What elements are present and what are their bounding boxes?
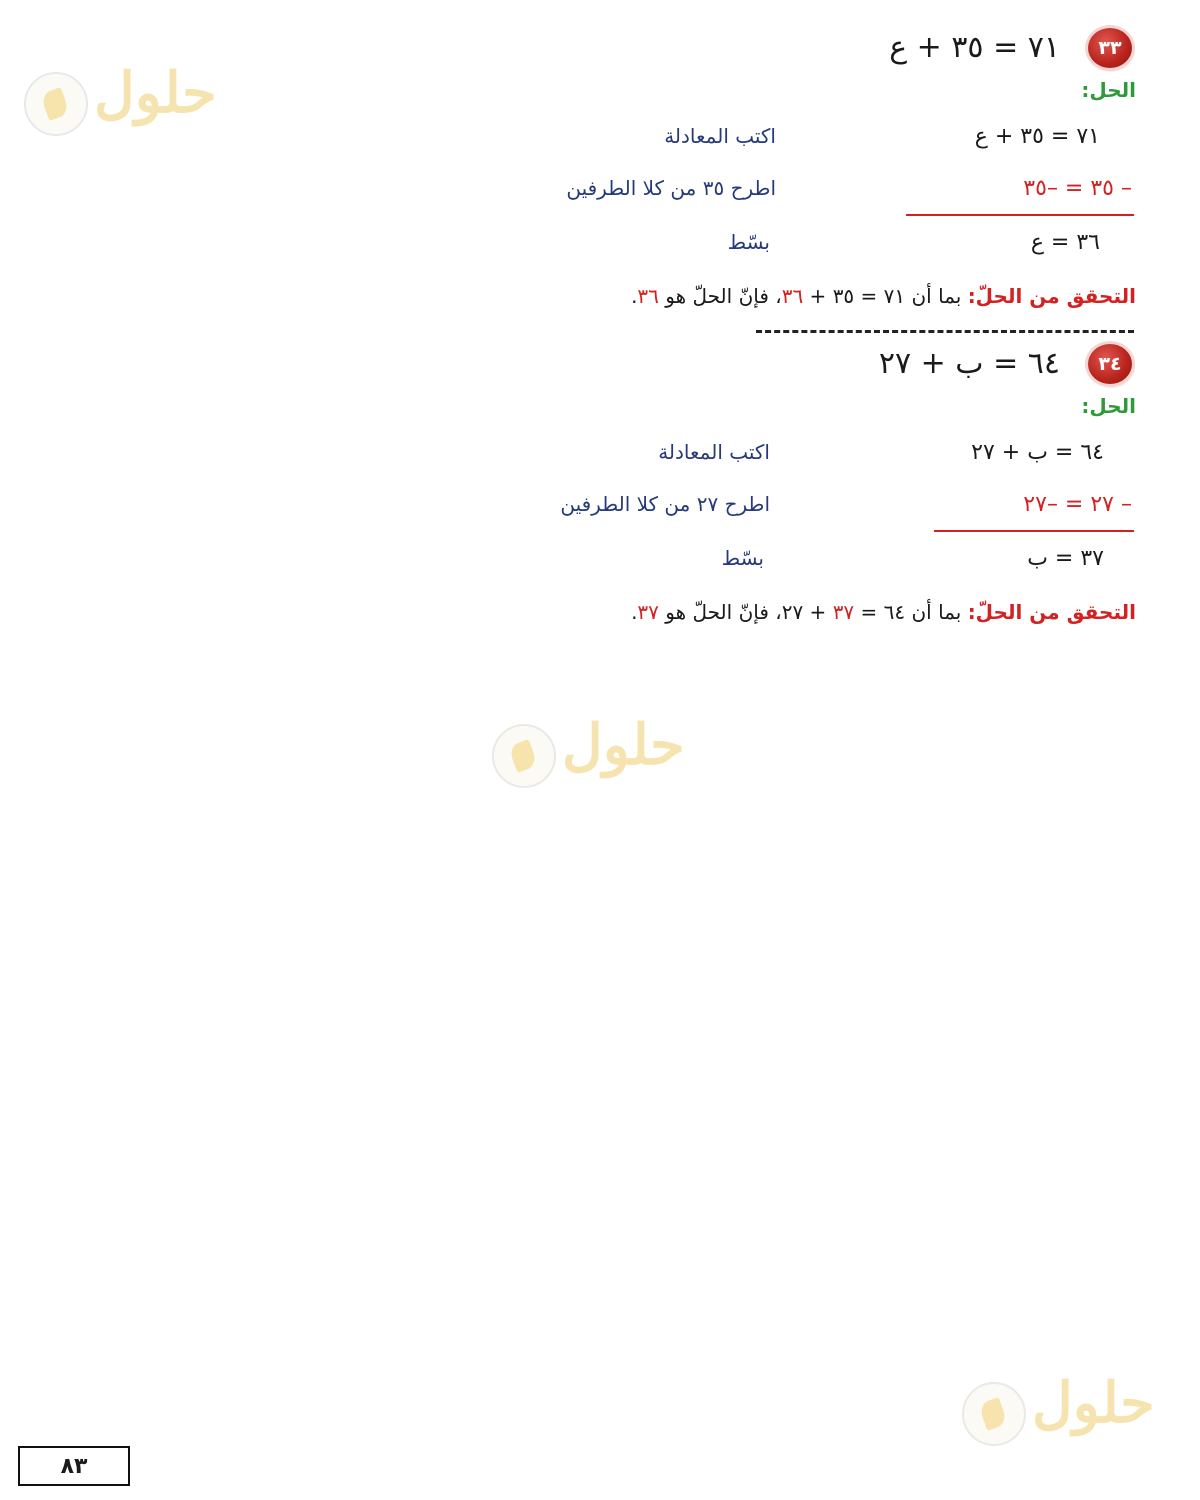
check-value: ٣٦ [781,284,804,308]
check-text: بما أن ٧١ = ٣٥ + [803,284,962,308]
watermark-text: حلول [94,60,217,126]
watermark-text: حلول [1032,1370,1155,1436]
check-label: التحقق من الحلّ: [967,600,1136,624]
step-math: – ٢٧ = –٢٧ [1023,492,1132,517]
step-description: اطرح ٣٥ من كلا الطرفين [566,176,776,200]
check-text: + ٢٧، فإنّ الحلّ هو [658,600,833,624]
check-text: ، فإنّ الحلّ هو [658,284,782,308]
watermark-logo-top [24,60,234,140]
solution-label: الحل: [1081,394,1136,418]
watermark-logo-bottom [962,1370,1172,1450]
check-label: التحقق من الحلّ: [967,284,1136,308]
step-math: ٣٦ = ع [1030,230,1100,255]
page-number: ٨٣ [18,1446,130,1486]
check-solution [631,600,1136,624]
subtraction-rule [906,214,1134,216]
step-description: بسّط [721,546,764,570]
logo-icon [492,724,556,788]
problem-equation: ٦٤ = ب + ٢٧ [878,346,1060,381]
step-description: اكتب المعادلة [664,124,776,148]
subtraction-rule [934,530,1134,532]
step-description: اطرح ٢٧ من كلا الطرفين [560,492,770,516]
check-solution [631,284,1136,308]
logo-icon [24,72,88,136]
step-math: ٦٤ = ب + ٢٧ [971,440,1104,465]
step-description: اكتب المعادلة [658,440,770,464]
check-end: . [631,284,638,308]
step-description: بسّط [727,230,770,254]
problem-number-badge: ٣٣ [1088,28,1132,68]
step-math: ٣٧ = ب [1027,546,1104,571]
problem-number-badge: ٣٤ [1088,344,1132,384]
watermark-logo-middle [492,712,702,792]
logo-icon [962,1382,1026,1446]
check-answer: ٣٧ [637,600,659,624]
check-text: بما أن ٦٤ = [854,600,962,624]
step-math: – ٣٥ = –٣٥ [1023,176,1132,201]
problem-equation: ٧١ = ٣٥ + ع [889,30,1060,65]
check-answer: ٣٦ [637,284,659,308]
solution-label: الحل: [1081,78,1136,102]
check-end: . [631,600,638,624]
section-divider [756,330,1134,333]
watermark-text: حلول [562,712,685,778]
step-math: ٧١ = ٣٥ + ع [974,124,1100,149]
check-value: ٣٧ [832,600,855,624]
